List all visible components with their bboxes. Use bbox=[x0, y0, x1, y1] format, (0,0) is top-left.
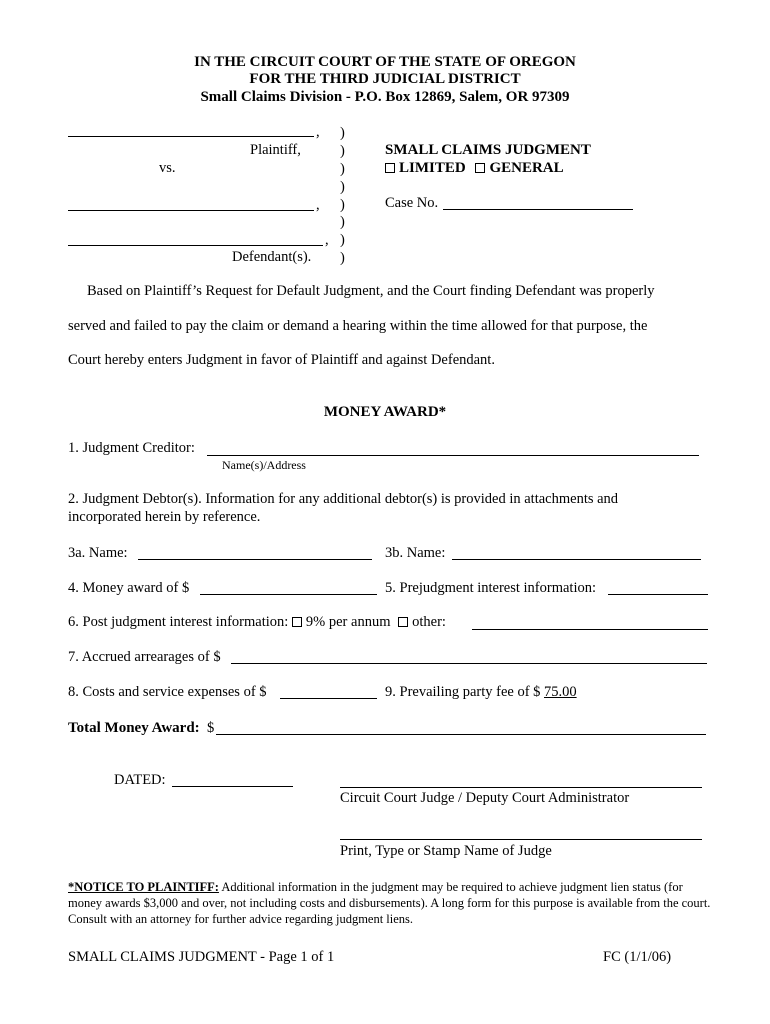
plaintiff-comma: , bbox=[316, 124, 320, 140]
notice-text: Additional information in the judgment may be required to achieve judgment lien status (for money awards $3,000 and over, not including costs and disbursements). A long form for this purpose is available from the court. Consult with an attorney for further advice regarding judgment liens. bbox=[68, 880, 711, 926]
dated-line[interactable] bbox=[172, 786, 293, 787]
accrued-arrearages-label: 7. Accrued arrearages of $ bbox=[68, 649, 221, 665]
body-line-1: Based on Plaintiff’s Request for Default Judgment, and the Court finding Defendant was properly bbox=[87, 283, 655, 299]
judgment-creditor-line[interactable] bbox=[207, 455, 699, 456]
court-name: IN THE CIRCUIT COURT OF THE STATE OF OREGON bbox=[194, 54, 576, 70]
caption-paren: ) bbox=[340, 179, 345, 195]
district-name: FOR THE THIRD JUDICIAL DISTRICT bbox=[249, 71, 521, 87]
caption-paren: ) bbox=[340, 143, 345, 159]
judgment-debtor-line-1: 2. Judgment Debtor(s). Information for any additional debtor(s) is provided in attachments and bbox=[68, 491, 619, 507]
plaintiff-label: Plaintiff, bbox=[250, 142, 301, 158]
caption-paren: ) bbox=[340, 197, 345, 213]
judge-name-line[interactable] bbox=[340, 839, 702, 840]
judgment-creditor-label: 1. Judgment Creditor: bbox=[68, 440, 195, 456]
caption-paren: ) bbox=[340, 125, 345, 141]
money-award-heading: MONEY AWARD* bbox=[323, 404, 447, 420]
case-no-line[interactable] bbox=[443, 209, 633, 210]
prejudgment-interest-label: 5. Prejudgment interest information: bbox=[385, 580, 597, 596]
notice-to-plaintiff bbox=[68, 879, 713, 927]
money-award-line[interactable] bbox=[200, 594, 377, 595]
defendant-label: Defendant(s). bbox=[232, 249, 312, 265]
prejudgment-interest-line[interactable] bbox=[608, 594, 708, 595]
body-line-2: served and failed to pay the claim or demand a hearing within the time allowed for that purpose, the bbox=[68, 318, 648, 334]
vs-label: vs. bbox=[159, 160, 176, 176]
accrued-arrearages-line[interactable] bbox=[231, 663, 707, 664]
general-label: GENERAL bbox=[489, 160, 564, 176]
post-judgment-interest-text: 6. Post judgment interest information: bbox=[68, 614, 289, 630]
plaintiff-name-line[interactable] bbox=[68, 136, 314, 137]
name-3b-label: 3b. Name: bbox=[385, 545, 446, 561]
nine-percent-checkbox[interactable] bbox=[292, 617, 302, 627]
prevailing-party-fee-label: 9. Prevailing party fee of $ bbox=[385, 684, 541, 700]
creditor-sublabel: Name(s)/Address bbox=[222, 458, 306, 472]
footer-left: SMALL CLAIMS JUDGMENT - Page 1 of 1 bbox=[68, 949, 335, 965]
judgment-title: SMALL CLAIMS JUDGMENT bbox=[385, 142, 591, 158]
notice-lead: *NOTICE TO PLAINTIFF: bbox=[68, 880, 219, 894]
costs-expenses-line[interactable] bbox=[280, 698, 377, 699]
case-no-label: Case No. bbox=[385, 195, 439, 211]
division-address: Small Claims Division - P.O. Box 12869, Salem, OR 97309 bbox=[200, 89, 570, 105]
nine-percent-label: 9% per annum bbox=[305, 614, 391, 630]
limited-label: LIMITED bbox=[399, 160, 466, 176]
dated-label: DATED: bbox=[114, 772, 166, 788]
judge-name-label: Print, Type or Stamp Name of Judge bbox=[340, 843, 552, 859]
caption-paren: ) bbox=[340, 161, 345, 177]
judge-signature-line[interactable] bbox=[340, 787, 702, 788]
judgment-debtor-line-2: incorporated herein by reference. bbox=[68, 509, 261, 525]
other-interest-line[interactable] bbox=[472, 629, 708, 630]
other-interest-label: other: bbox=[412, 614, 446, 630]
name-3a-label: 3a. Name: bbox=[68, 545, 128, 561]
judge-signature-label: Circuit Court Judge / Deputy Court Administrator bbox=[340, 790, 630, 806]
judgment-type-options bbox=[385, 160, 564, 177]
body-line-3: Court hereby enters Judgment in favor of Plaintiff and against Defendant. bbox=[68, 352, 495, 368]
limited-checkbox[interactable] bbox=[385, 163, 395, 173]
defendant-name-line-1[interactable] bbox=[68, 210, 314, 211]
other-interest-checkbox[interactable] bbox=[398, 617, 408, 627]
total-money-award-line[interactable] bbox=[216, 734, 706, 735]
post-judgment-interest-label bbox=[68, 614, 446, 631]
footer-right: FC (1/1/06) bbox=[603, 949, 672, 965]
defendant-name-line-2[interactable] bbox=[68, 245, 323, 246]
prevailing-party-fee-value: 75.00 bbox=[544, 684, 577, 700]
caption-paren: ) bbox=[340, 214, 345, 230]
defendant-comma-2: , bbox=[325, 232, 329, 248]
caption-paren: ) bbox=[340, 232, 345, 248]
costs-expenses-label: 8. Costs and service expenses of $ bbox=[68, 684, 267, 700]
caption-paren: ) bbox=[340, 250, 345, 266]
name-3a-line[interactable] bbox=[138, 559, 372, 560]
money-award-label: 4. Money award of $ bbox=[68, 580, 190, 596]
defendant-comma-1: , bbox=[316, 197, 320, 213]
total-money-award-label: Total Money Award: bbox=[68, 720, 200, 736]
name-3b-line[interactable] bbox=[452, 559, 701, 560]
total-dollar-sign: $ bbox=[207, 720, 215, 736]
general-checkbox[interactable] bbox=[475, 163, 485, 173]
